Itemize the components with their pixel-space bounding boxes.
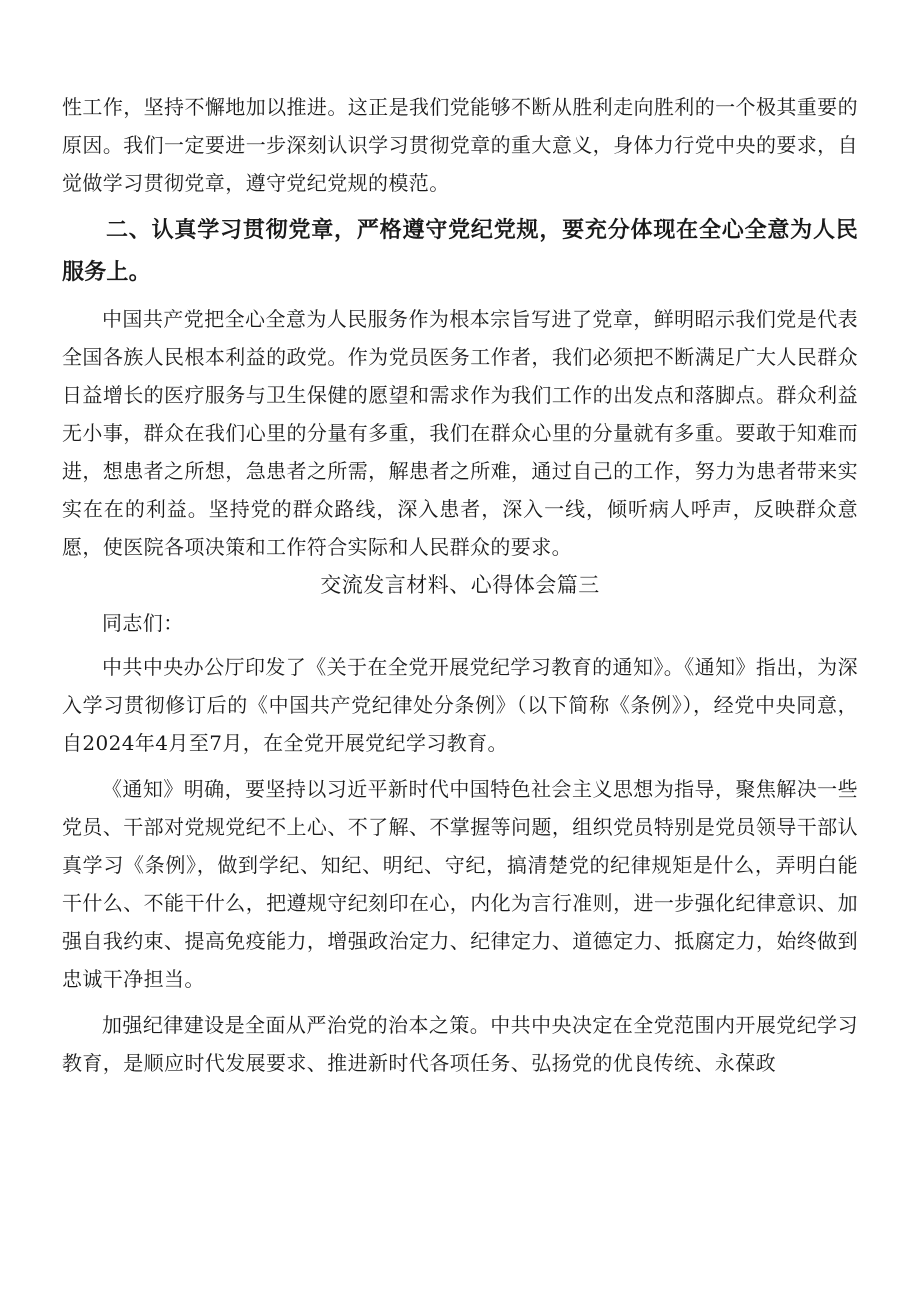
paragraph-discipline: 加强纪律建设是全面从严治党的治本之策。中共中央决定在全党范围内开展党纪学习教育，是顺应时代发展要求、推进新时代各项任务、弘扬党的优良传统、永葆政 [62, 1013, 858, 1075]
paragraph-notice: 中共中央办公厅印发了《关于在全党开展党纪学习教育的通知》。《通知》指出，为深入学习贯彻修订后的《中国共产党纪律处分条例》（以下简称《条例》），经党中央同意，自2024年4月至7月，在全党开展党纪学习教育。 [62, 655, 858, 755]
paragraph-clarify: 《通知》明确，要坚持以习近平新时代中国特色社会主义思想为指导，聚焦解决一些党员、干部对党规党纪不上心、不了解、不掌握等问题，组织党员特别是党员领导干部认真学习《条例》，做到学纪、知纪、明纪、守纪，搞清楚党的纪律规矩是什么，弄明白能干什么、不能干什么，把遵规守纪刻印在心，内化为言行准则，进一步强化纪律意识、加强自我约束、提高免疫能力，增强政治定力、纪律定力、道德定力、抵腐定力，始终做到忠诚干净担当。 [62, 777, 858, 991]
document-page [62, 88, 858, 1082]
paragraph-service: 中国共产党把全心全意为人民服务作为根本宗旨写进了党章，鲜明昭示我们党是代表全国各族人民根本利益的政党。作为党员医务工作者，我们必须把不断满足广大人民群众日益增长的医疗服务与卫生保健的愿望和需求作为我们工作的出发点和落脚点。群众利益无小事，群众在我们心里的分量有多重，我们在群众心里的分量就有多重。要敢于知难而进，想患者之所想，急患者之所需，解患者之所难，通过自己的工作，努力为患者带来实实在在的利益。坚持党的群众路线，深入患者，深入一线，倾听病人呼声，反映群众意愿，使医院各项决策和工作符合实际和人民群众的要求。 [62, 307, 858, 559]
section-heading-2: 二、认真学习贯彻党章，严格遵守党纪党规，要充分体现在全心全意为人民服务上。 [62, 218, 858, 285]
section-title: 交流发言材料、心得体会篇三 [320, 573, 600, 597]
paragraph-continued: 性工作，坚持不懈地加以推进。这正是我们党能够不断从胜利走向胜利的一个极其重要的原因。我们一定要进一步深刻认识学习贯彻党章的重大意义，身体力行党中央的要求，自觉做学习贯彻党章，遵守党纪党规的模范。 [62, 95, 858, 195]
salutation: 同志们： [102, 611, 184, 635]
